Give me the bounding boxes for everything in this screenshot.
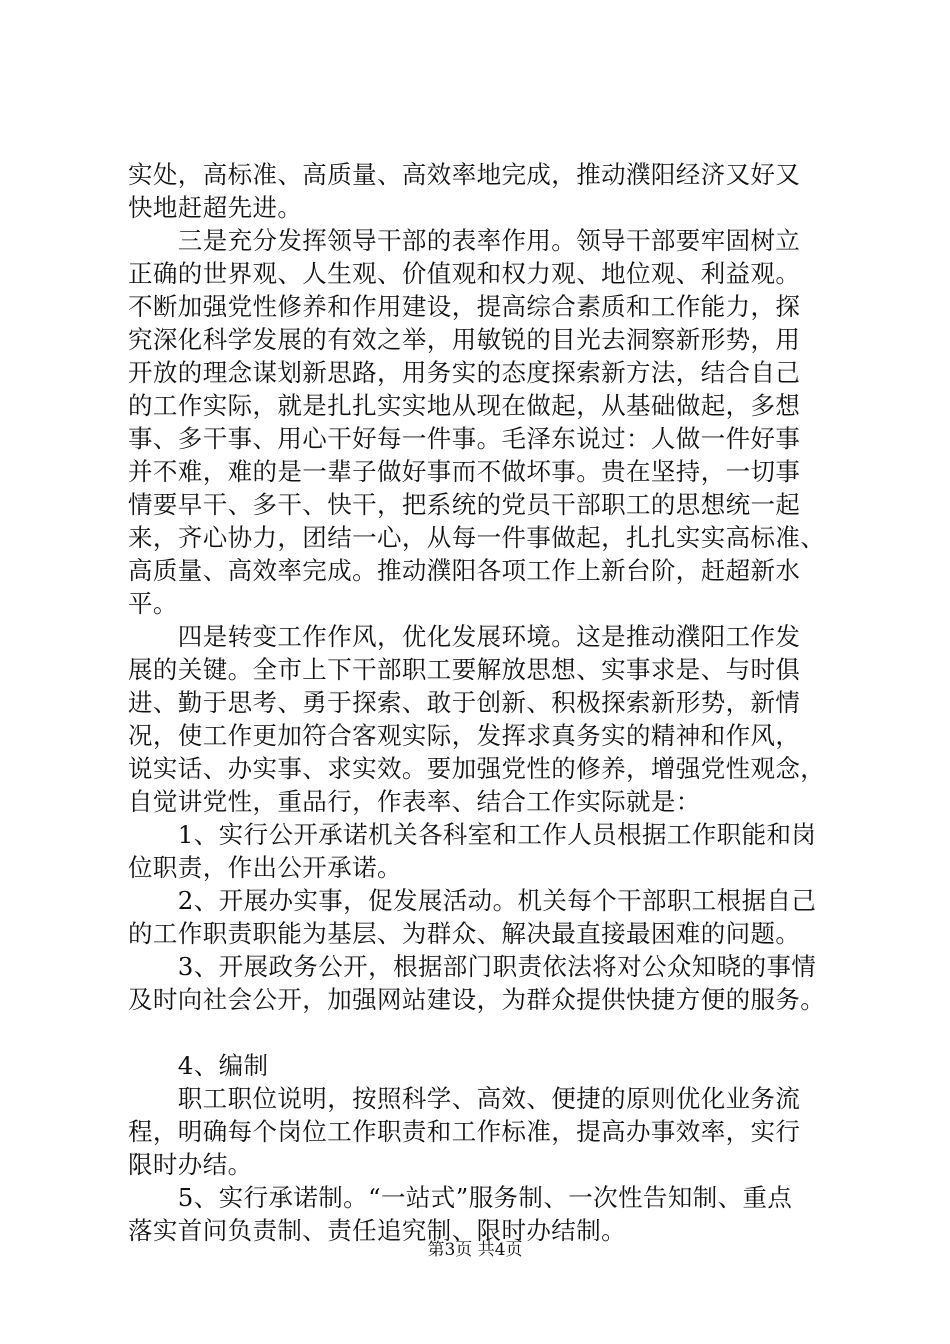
blank-line [128, 1016, 828, 1049]
text-line: 展的关键。全市上下干部职工要解放思想、实事求是、与时俱 [128, 655, 801, 684]
text-line: 说实话、办实事、求实效。要加强党性的修养，增强党性观念， [128, 754, 826, 783]
text-line: 平。 [128, 589, 178, 618]
text-line: 程，明确每个岗位工作职责和工作标准，提高办事效率，实行 [128, 1117, 801, 1146]
text-line: 不断加强党性修养和作用建设，提高综合素质和工作能力，探 [128, 292, 801, 321]
text-line: 1、实行公开承诺机关各科室和工作人员根据工作职能和岗 [128, 820, 817, 849]
text-line: 的工作实际，就是扎扎实实地从现在做起，从基础做起，多想 [128, 391, 801, 420]
text-line: 实处，高标准、高质量、高效率地完成，推动濮阳经济又好又 [128, 160, 801, 189]
text-line: 5、实行承诺制。“一站式”服务制、一次性告知制、重点 [128, 1183, 793, 1212]
text-line: 位职责，作出公开承诺。 [128, 853, 402, 882]
text-line: 情要早干、多干、快干，把系统的党员干部职工的思想统一起 [128, 490, 801, 519]
text-line: 开放的理念谋划新思路，用务实的态度探索新方法，结合自己 [128, 358, 801, 387]
text-line: 来，齐心协力，团结一心，从每一件事做起，扎扎实实高标准、 [128, 523, 826, 552]
text-line: 3、开展政务公开，根据部门职责依法将对公众知晓的事情 [128, 952, 817, 981]
text-line: 职工职位说明，按照科学、高效、便捷的原则优化业务流 [128, 1084, 801, 1113]
text-line: 并不难，难的是一辈子做好事而不做坏事。贵在坚持，一切事 [128, 457, 801, 486]
text-line: 4、编制 [128, 1051, 269, 1080]
text-line: 三是充分发挥领导干部的表率作用。领导干部要牢固树立 [128, 226, 801, 255]
text-line: 的工作职责职能为基层、为群众、解决最直接最困难的问题。 [128, 919, 801, 948]
text-line: 事、多干事、用心干好每一件事。毛泽东说过：人做一件好事 [128, 424, 801, 453]
text-line: 限时办结。 [128, 1150, 253, 1179]
text-line: 高质量、高效率完成。推动濮阳各项工作上新台阶，赶超新水 [128, 556, 801, 585]
document-body [128, 158, 828, 1247]
text-line: 落实首问负责制、责任追究制、限时办结制。 [128, 1216, 626, 1245]
text-line: 2、开展办实事，促发展活动。机关每个干部职工根据自己 [128, 886, 817, 915]
text-line: 况，使工作更加符合客观实际，发挥求真务实的精神和作风， [128, 721, 801, 750]
text-line: 正确的世界观、人生观、价值观和权力观、地位观、利益观。 [128, 259, 801, 288]
text-line: 自觉讲党性，重品行，作表率、结合工作实际就是： [128, 787, 701, 816]
text-line: 究深化科学发展的有效之举，用敏锐的目光去洞察新形势，用 [128, 325, 801, 354]
text-line: 进、勤于思考、勇于探索、敢于创新、积极探索新形势，新情 [128, 688, 801, 717]
text-line: 快地赶超先进。 [128, 193, 303, 222]
text-line: 及时向社会公开，加强网站建设，为群众提供快捷方便的服务。 [128, 985, 826, 1014]
text-line: 四是转变工作作风，优化发展环境。这是推动濮阳工作发 [128, 622, 801, 651]
page-footer: 第3页 共4页 [427, 1240, 523, 1260]
